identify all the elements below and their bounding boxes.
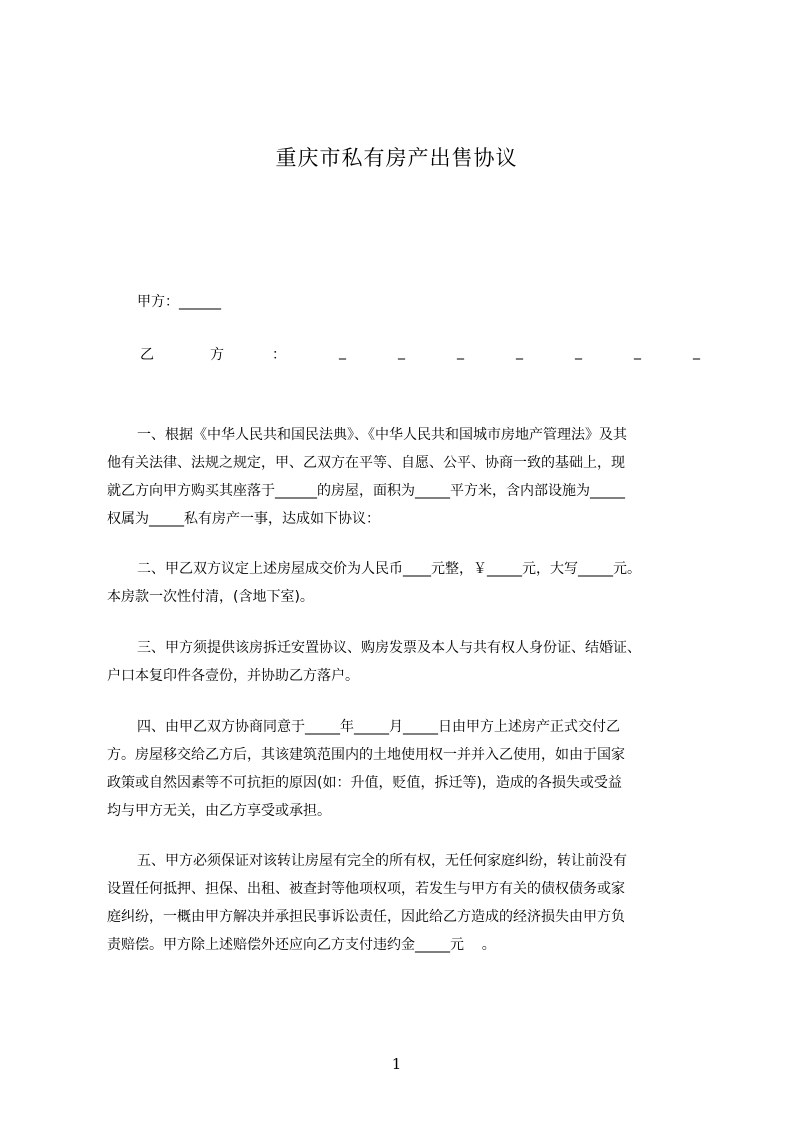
document-title: 重庆市私有房产出售协议 — [275, 146, 518, 170]
party-b-blank: _ — [516, 344, 523, 360]
paragraph-line: 权属为_____私有房产一事，达成如下协议： — [107, 511, 380, 527]
paragraph-line: 一、根据《中华人民共和国民法典》、《中华人民共和国城市房地产管理法》及其 — [137, 427, 627, 443]
paragraph-line: 三、甲方须提供该房拆迁安置协议、购房发票及本人与共有权人身份证、结婚证、 — [137, 640, 641, 656]
paragraph-line: 就乙方向甲方购买其座落于______的房屋，面积为_____平方米，含内部设施为_____ — [107, 483, 625, 499]
paragraph-line: 五、甲方必须保证对该转让房屋有完全的所有权，无任何家庭纠纷，转让前没有 — [137, 853, 627, 869]
paragraph-line: 他有关法律、法规之规定，甲、乙双方在平等、自愿、公平、协商一致的基础上，现 — [107, 455, 625, 471]
paragraph-line: 方。房屋移交给乙方后，其该建筑范围内的土地使用权一并并入乙使用，如由于国家 — [107, 747, 625, 763]
paragraph-line: 四、由甲乙双方协商同意于_____年_____月_____日由甲方上述房产正式交付乙 — [137, 719, 620, 735]
party-b-blank: _ — [634, 344, 641, 360]
paragraph-line: 庭纠纷，一概由甲方解决并承担民事诉讼责任，因此给乙方造成的经济损失由甲方负 — [107, 909, 625, 925]
page-number: 1 — [391, 1055, 402, 1073]
paragraph-line: 设置任何抵押、担保、出租、被查封等他项权项，若发生与甲方有关的债权债务或家 — [107, 881, 625, 897]
paragraph-line: 户口本复印件各壹份，并协助乙方落户。 — [107, 668, 359, 684]
paragraph-line: 责赔偿。甲方除上述赔偿外还应向乙方支付违约金_____元 。 — [107, 937, 496, 953]
party-b-blank: _ — [575, 344, 582, 360]
party-b-blank: _ — [693, 344, 700, 360]
party-b-blank: _ — [398, 344, 405, 360]
party-b-label-2: 方 — [210, 347, 224, 363]
paragraph-line: 本房款一次性付清，(含地下室)。 — [107, 589, 314, 605]
party-b-label-1: 乙 — [140, 347, 154, 363]
party-b-line — [140, 344, 708, 366]
party-b-blank: _ — [339, 344, 346, 360]
party-a-line: 甲方：______ — [137, 294, 221, 310]
party-b-blank: _ — [457, 344, 464, 360]
paragraph-line: 二、甲乙双方议定上述房屋成交价为人民币____元整，￥_____元，大写_____元。 — [137, 561, 641, 577]
party-b-colon: ： — [272, 347, 286, 363]
paragraph-line: 政策或自然因素等不可抗拒的原因(如：升值，贬值，拆迁等)，造成的各损失或受益 — [107, 775, 622, 791]
paragraph-line: 均与甲方无关，由乙方享受或承担。 — [107, 803, 331, 819]
